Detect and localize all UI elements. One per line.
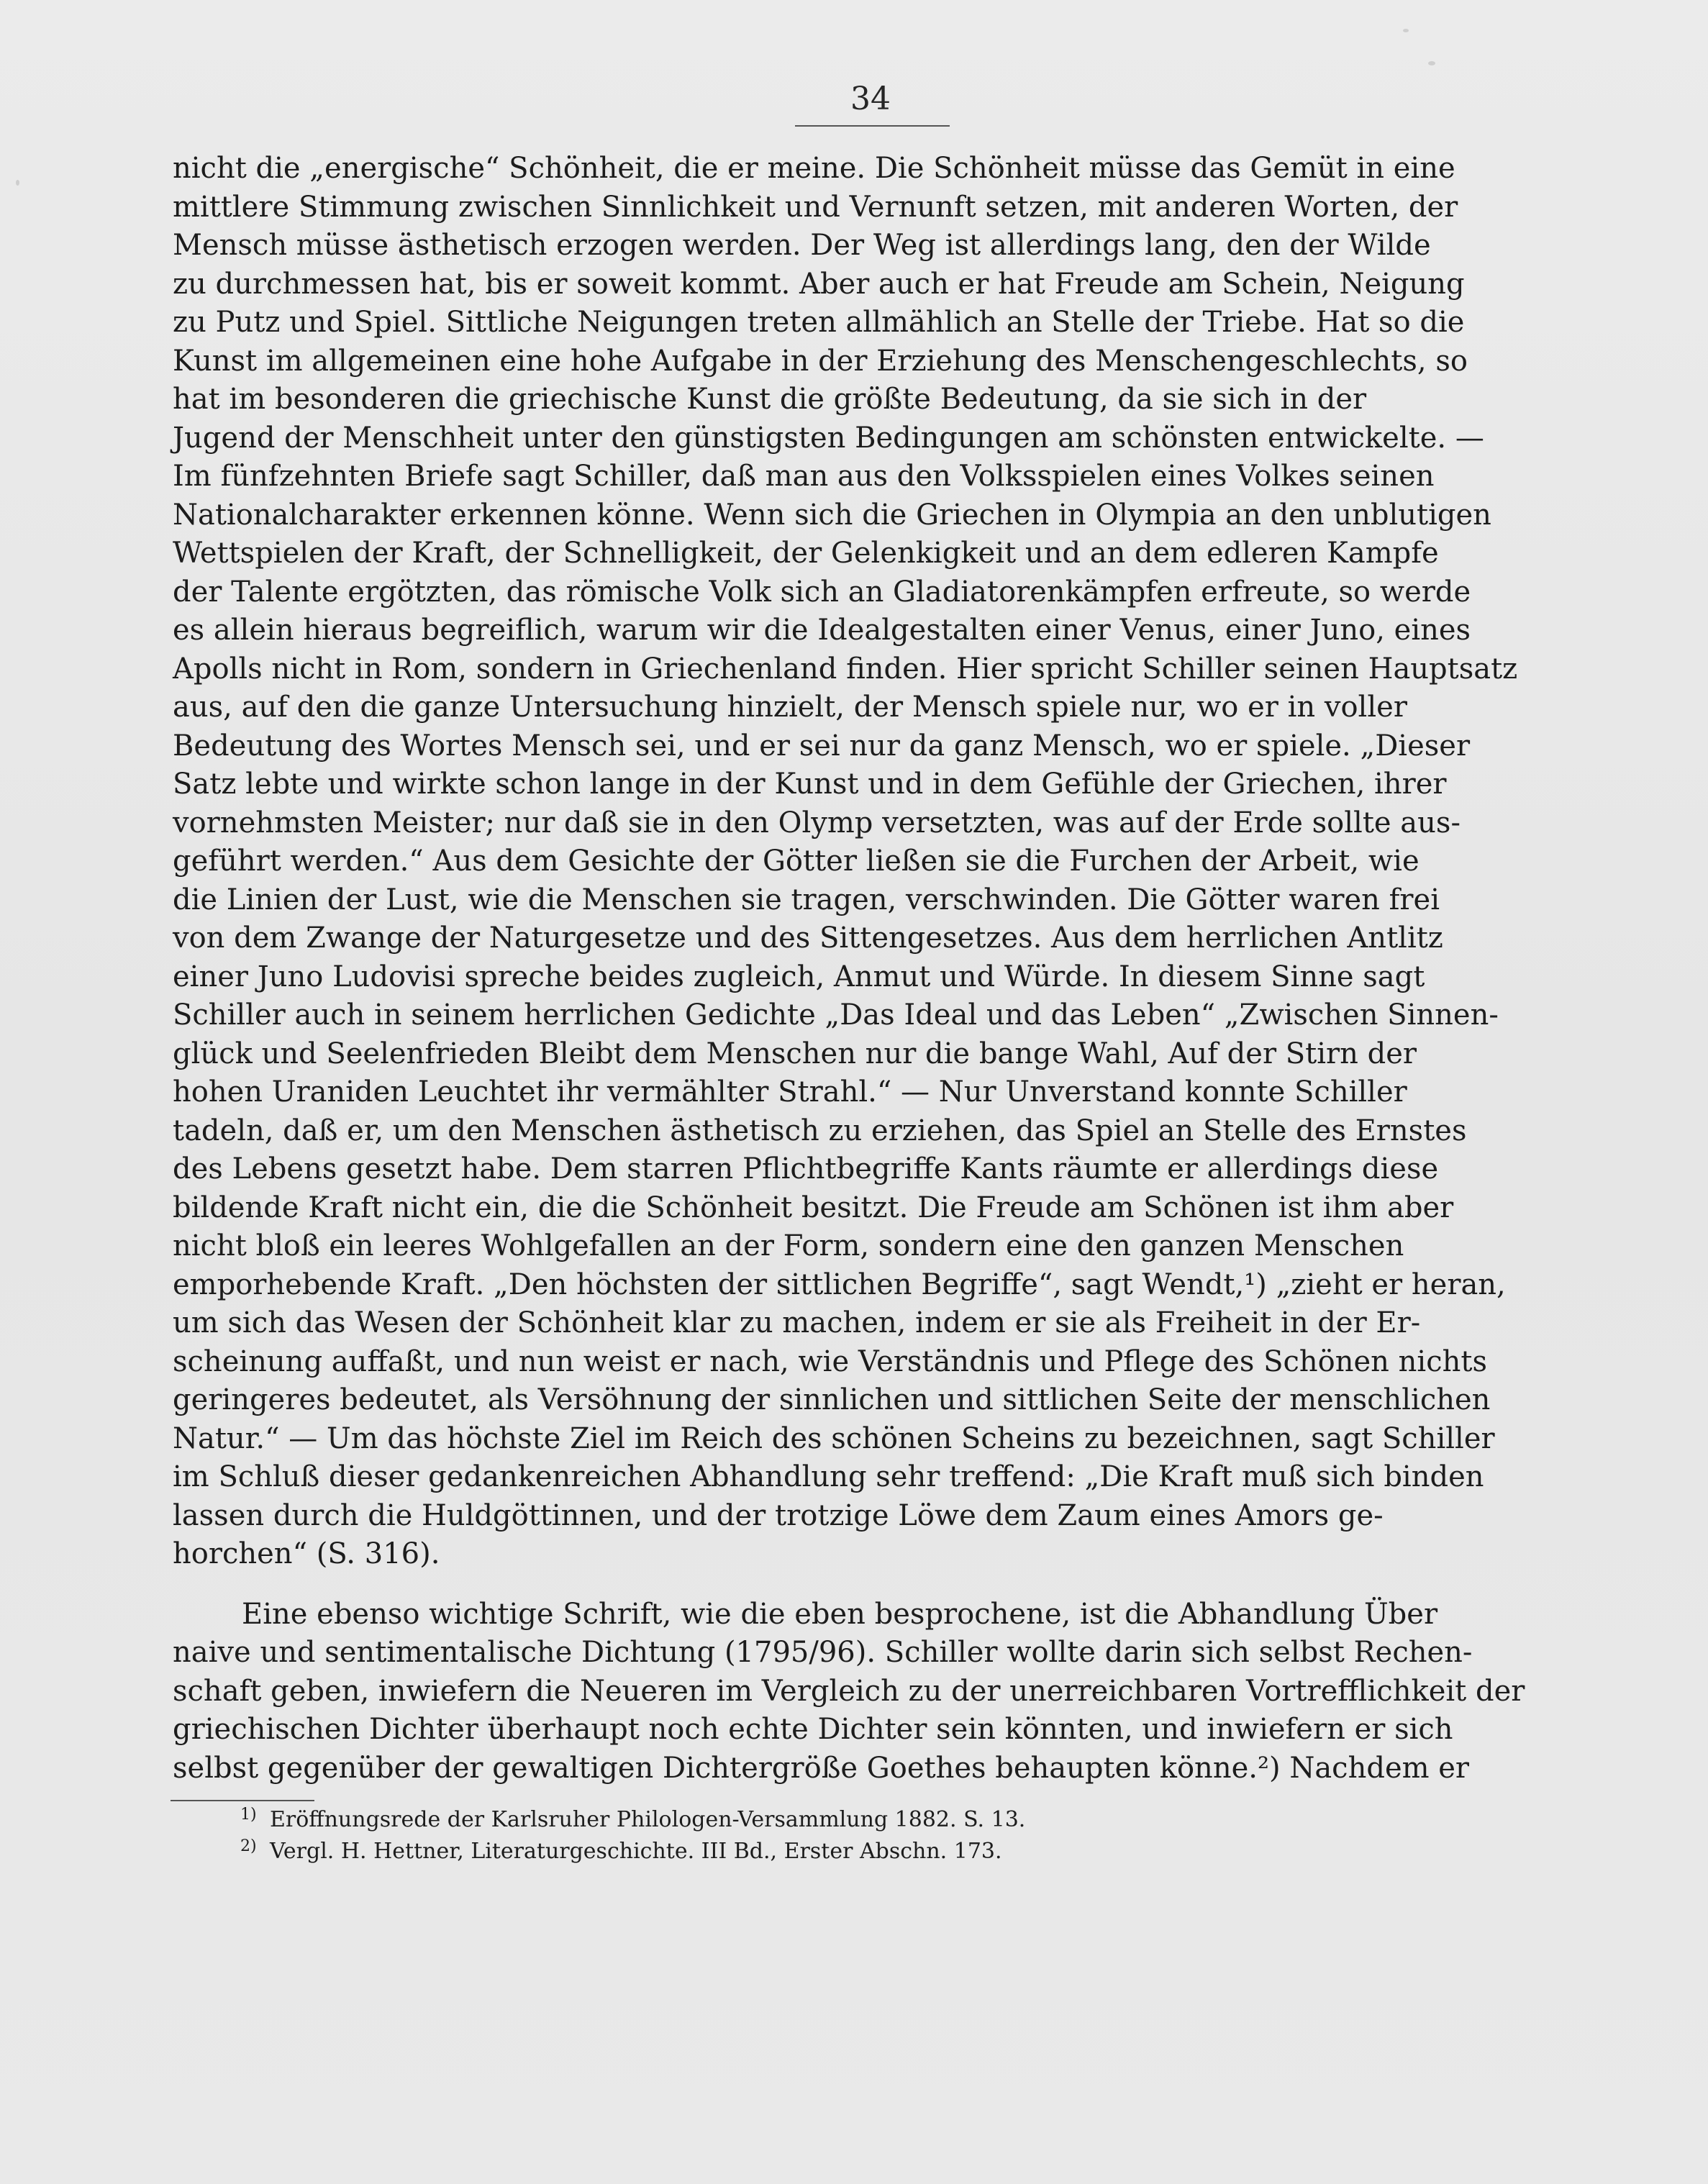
text-line: Natur.“ — Um das höchste Ziel im Reich des schönen Scheins zu bezeichnen, sagt Schiller <box>173 1421 1495 1455</box>
text-line: selbst gegenüber der gewaltigen Dichtergröße Goethes behaupten könne.²) Nachdem er <box>173 1751 1470 1785</box>
paragraph-gap <box>173 1574 1558 1596</box>
text-line: Wettspielen der Kraft, der Schnelligkeit, der Gelenkigkeit und an dem edleren Kampfe <box>173 537 1439 570</box>
text-line: nicht die „energische“ Schönheit, die er meine. Die Schönheit müsse das Gemüt in eine <box>173 152 1455 185</box>
text-line: Satz lebte und wirkte schon lange in der Kunst und in dem Gefühle der Griechen, ihrer <box>173 768 1447 801</box>
text-line: mittlere Stimmung zwischen Sinnlichkeit und Vernunft setzen, mit anderen Worten, der <box>173 190 1458 224</box>
text-line: von dem Zwange der Naturgesetze und des Sittengesetzes. Aus dem herrlichen Antlitz <box>173 922 1443 955</box>
header-rule <box>795 125 950 127</box>
text-line: Apolls nicht in Rom, sondern in Griechenland finden. Hier spricht Schiller seinen Hauptsatz <box>173 652 1518 686</box>
text-line: zu Putz und Spiel. Sittliche Neigungen treten allmählich an Stelle der Triebe. Hat so die <box>173 306 1465 339</box>
footnote-mark: 1) <box>240 1806 257 1824</box>
footnote-mark: 2) <box>240 1837 257 1855</box>
text-line: bildende Kraft nicht ein, die die Schönheit besitzt. Die Freude am Schönen ist ihm aber <box>173 1191 1454 1224</box>
text-line: des Lebens gesetzt habe. Dem starren Pflichtbegriffe Kants räumte er allerdings diese <box>173 1152 1439 1186</box>
text-line: tadeln, daß er, um den Menschen ästhetisch zu erziehen, das Spiel an Stelle des Ernstes <box>173 1114 1467 1147</box>
text-line: Nationalcharakter erkennen könne. Wenn sich die Griechen in Olympia an den unblutigen <box>173 498 1491 532</box>
text-line: geführt werden.“ Aus dem Gesichte der Götter ließen sie die Furchen der Arbeit, wie <box>173 845 1419 878</box>
body-text <box>173 150 1558 1788</box>
page-number: 34 <box>850 81 891 117</box>
text-line: naive und sentimentalische Dichtung (1795/96). Schiller wollte darin sich selbst Rechen- <box>173 1636 1473 1669</box>
text-line: zu durchmessen hat, bis er soweit kommt. Aber auch er hat Freude am Schein, Neigung <box>173 267 1465 301</box>
text-line: lassen durch die Huldgöttinnen, und der trotzige Löwe dem Zaum eines Amors ge- <box>173 1498 1384 1532</box>
footnote-1 <box>241 1804 1320 1836</box>
scan-speck <box>1403 29 1409 32</box>
text-line: um sich das Wesen der Schönheit klar zu machen, indem er sie als Freiheit in der Er- <box>173 1306 1421 1339</box>
text-line: vornehmsten Meister; nur daß sie in den Olymp versetzten, was auf der Erde sollte aus- <box>173 806 1461 840</box>
footnote-rule <box>171 1800 314 1801</box>
text-line: glück und Seelenfrieden Bleibt dem Menschen nur die bange Wahl, Auf der Stirn der <box>173 1037 1417 1070</box>
text-line: geringeres bedeutet, als Versöhnung der sinnlichen und sittlichen Seite der menschlichen <box>173 1383 1491 1416</box>
text-line: nicht bloß ein leeres Wohlgefallen an der Form, sondern eine den ganzen Menschen <box>173 1229 1404 1262</box>
text-line: der Talente ergötzten, das römische Volk sich an Gladiatorenkämpfen erfreute, so werde <box>173 575 1471 609</box>
footnote-2 <box>241 1836 1320 1867</box>
footnotes <box>241 1804 1320 1867</box>
text-line: im Schluß dieser gedankenreichen Abhandlung sehr treffend: „Die Kraft muß sich binden <box>173 1460 1484 1493</box>
text-line: scheinung auffaßt, und nun weist er nach, wie Verständnis und Pflege des Schönen nichts <box>173 1344 1487 1378</box>
footnote-text: Eröffnungsrede der Karlsruher Philologen-Versammlung 1882. S. 13. <box>270 1807 1026 1832</box>
footnote-text: Vergl. H. Hettner, Literaturgeschichte. III Bd., Erster Abschn. 173. <box>270 1839 1002 1864</box>
text-line: hat im besonderen die griechische Kunst die größte Bedeutung, da sie sich in der <box>173 383 1367 416</box>
text-line: einer Juno Ludovisi spreche beides zugleich, Anmut und Würde. In diesem Sinne sagt <box>173 960 1425 993</box>
scan-speck <box>1428 61 1435 65</box>
text-line: es allein hieraus begreiflich, warum wir die Idealgestalten einer Venus, einer Juno, eines <box>173 614 1471 647</box>
text-line: Im fünfzehnten Briefe sagt Schiller, daß man aus den Volksspielen eines Volkes seinen <box>173 460 1435 493</box>
text-line: Mensch müsse ästhetisch erzogen werden. Der Weg ist allerdings lang, den der Wilde <box>173 229 1431 262</box>
text-line: Eine ebenso wichtige Schrift, wie die eben besprochene, ist die Abhandlung Über <box>242 1597 1438 1631</box>
text-line: aus, auf den die ganze Untersuchung hinzielt, der Mensch spiele nur, wo er in voller <box>173 691 1407 724</box>
text-line: Schiller auch in seinem herrlichen Gedichte „Das Ideal und das Leben“ „Zwischen Sinnen- <box>173 998 1499 1032</box>
text-line: hohen Uraniden Leuchtet ihr vermählter Strahl.“ — Nur Unverstand konnte Schiller <box>173 1075 1407 1109</box>
text-line: emporhebende Kraft. „Den höchsten der sittlichen Begriffe“, sagt Wendt,¹) „zieht er heran, <box>173 1268 1506 1301</box>
text-line: Kunst im allgemeinen eine hohe Aufgabe in der Erziehung des Menschengeschlechts, so <box>173 344 1468 378</box>
text-line: Bedeutung des Wortes Mensch sei, und er sei nur da ganz Mensch, wo er spiele. „Dieser <box>173 729 1471 763</box>
text-line: schaft geben, inwiefern die Neueren im Vergleich zu der unerreichbaren Vortrefflichkeit der <box>173 1674 1525 1708</box>
text-line: Jugend der Menschheit unter den günstigsten Bedingungen am schönsten entwickelte. — <box>173 421 1484 455</box>
paragraph-1 <box>173 150 1558 1574</box>
scan-speck <box>16 180 19 186</box>
paragraph-2 <box>173 1596 1558 1788</box>
text-line: griechischen Dichter überhaupt noch echte Dichter sein könnten, und inwiefern er sich <box>173 1713 1453 1746</box>
text-line: die Linien der Lust, wie die Menschen sie tragen, verschwinden. Die Götter waren frei <box>173 883 1440 916</box>
text-line: horchen“ (S. 316). <box>173 1537 440 1570</box>
